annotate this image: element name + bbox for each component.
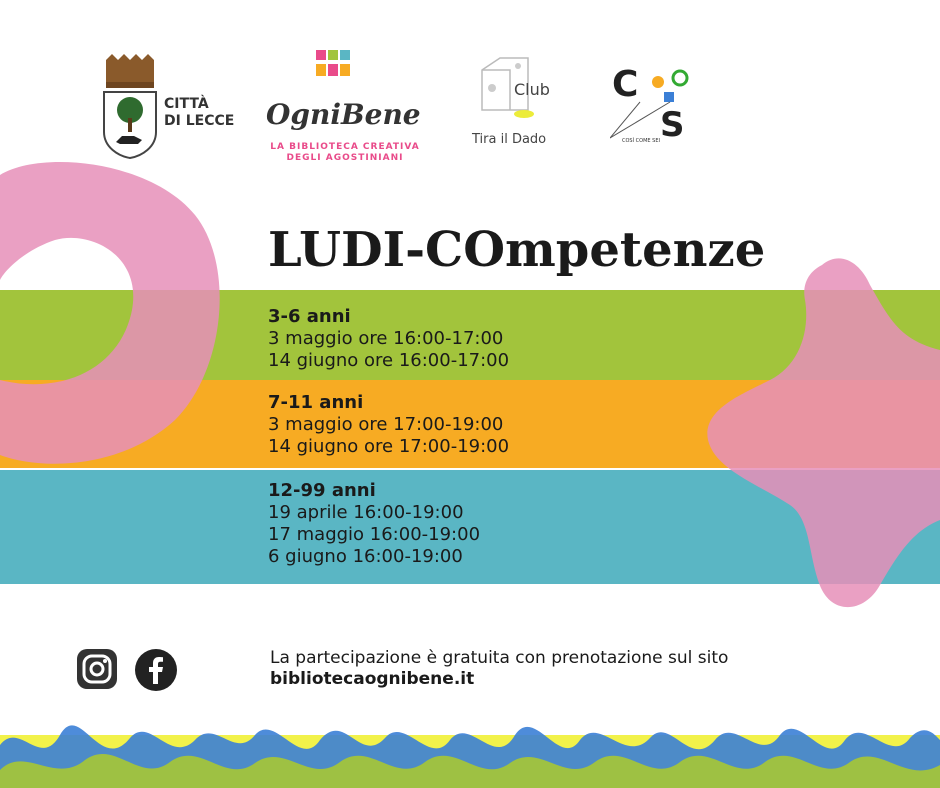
- svg-text:S: S: [660, 105, 685, 140]
- club-line1: Club: [514, 80, 550, 99]
- schedule-line: 6 giugno 16:00-19:00: [268, 546, 463, 567]
- schedule-group-7-11: [268, 392, 509, 458]
- lecce-label-line1: CITTÀ: [164, 96, 209, 112]
- logo-citta-di-lecce: [100, 52, 240, 162]
- logo-ognibene: [262, 48, 427, 168]
- schedule-line: 3 maggio ore 16:00-17:00: [268, 328, 504, 349]
- footer-text: La partecipazione è gratuita con prenotazione sul sito: [270, 648, 729, 668]
- cos-logo-icon: [610, 58, 700, 140]
- ognibene-sub-line1: LA BIBLIOTECA CREATIVA: [270, 142, 420, 152]
- schedule-line: 17 maggio 16:00-19:00: [268, 524, 481, 545]
- logo-club-tira-il-dado: [470, 56, 565, 151]
- schedule-line: 3 maggio ore 17:00-19:00: [268, 414, 504, 435]
- ognibene-name: OgniBene: [266, 98, 421, 131]
- schedule-group-3-6: [268, 306, 509, 372]
- schedule-line: 14 giugno ore 17:00-19:00: [268, 436, 510, 457]
- cos-caption: COSÌ COME SEI: [622, 138, 660, 144]
- schedule-group-12-99: [268, 480, 480, 568]
- pink-star-shape: [707, 258, 940, 607]
- pink-ring-shape: [0, 162, 220, 464]
- svg-text:C: C: [612, 64, 639, 105]
- facebook-icon[interactable]: [134, 648, 176, 690]
- instagram-icon[interactable]: [76, 648, 118, 690]
- lecce-crest-icon: [100, 52, 160, 160]
- club-line2: Tira il Dado: [472, 132, 547, 147]
- ognibene-sub-line2: DEGLI AGOSTINIANI: [286, 153, 404, 163]
- age-label: 3-6 anni: [268, 306, 351, 327]
- age-label: 12-99 anni: [268, 480, 376, 501]
- lecce-label-line2: DI LECCE: [164, 113, 235, 129]
- ognibene-blocks-icon: [314, 48, 354, 80]
- schedule-line: 14 giugno ore 16:00-17:00: [268, 350, 510, 371]
- footer-info: [270, 648, 728, 690]
- age-label: 7-11 anni: [268, 392, 364, 413]
- schedule-line: 19 aprile 16:00-19:00: [268, 502, 464, 523]
- page-title: LUDI-COmpetenze: [268, 222, 766, 278]
- logo-cos: [610, 58, 700, 146]
- website-link[interactable]: bibliotecaognibene.it: [270, 669, 475, 689]
